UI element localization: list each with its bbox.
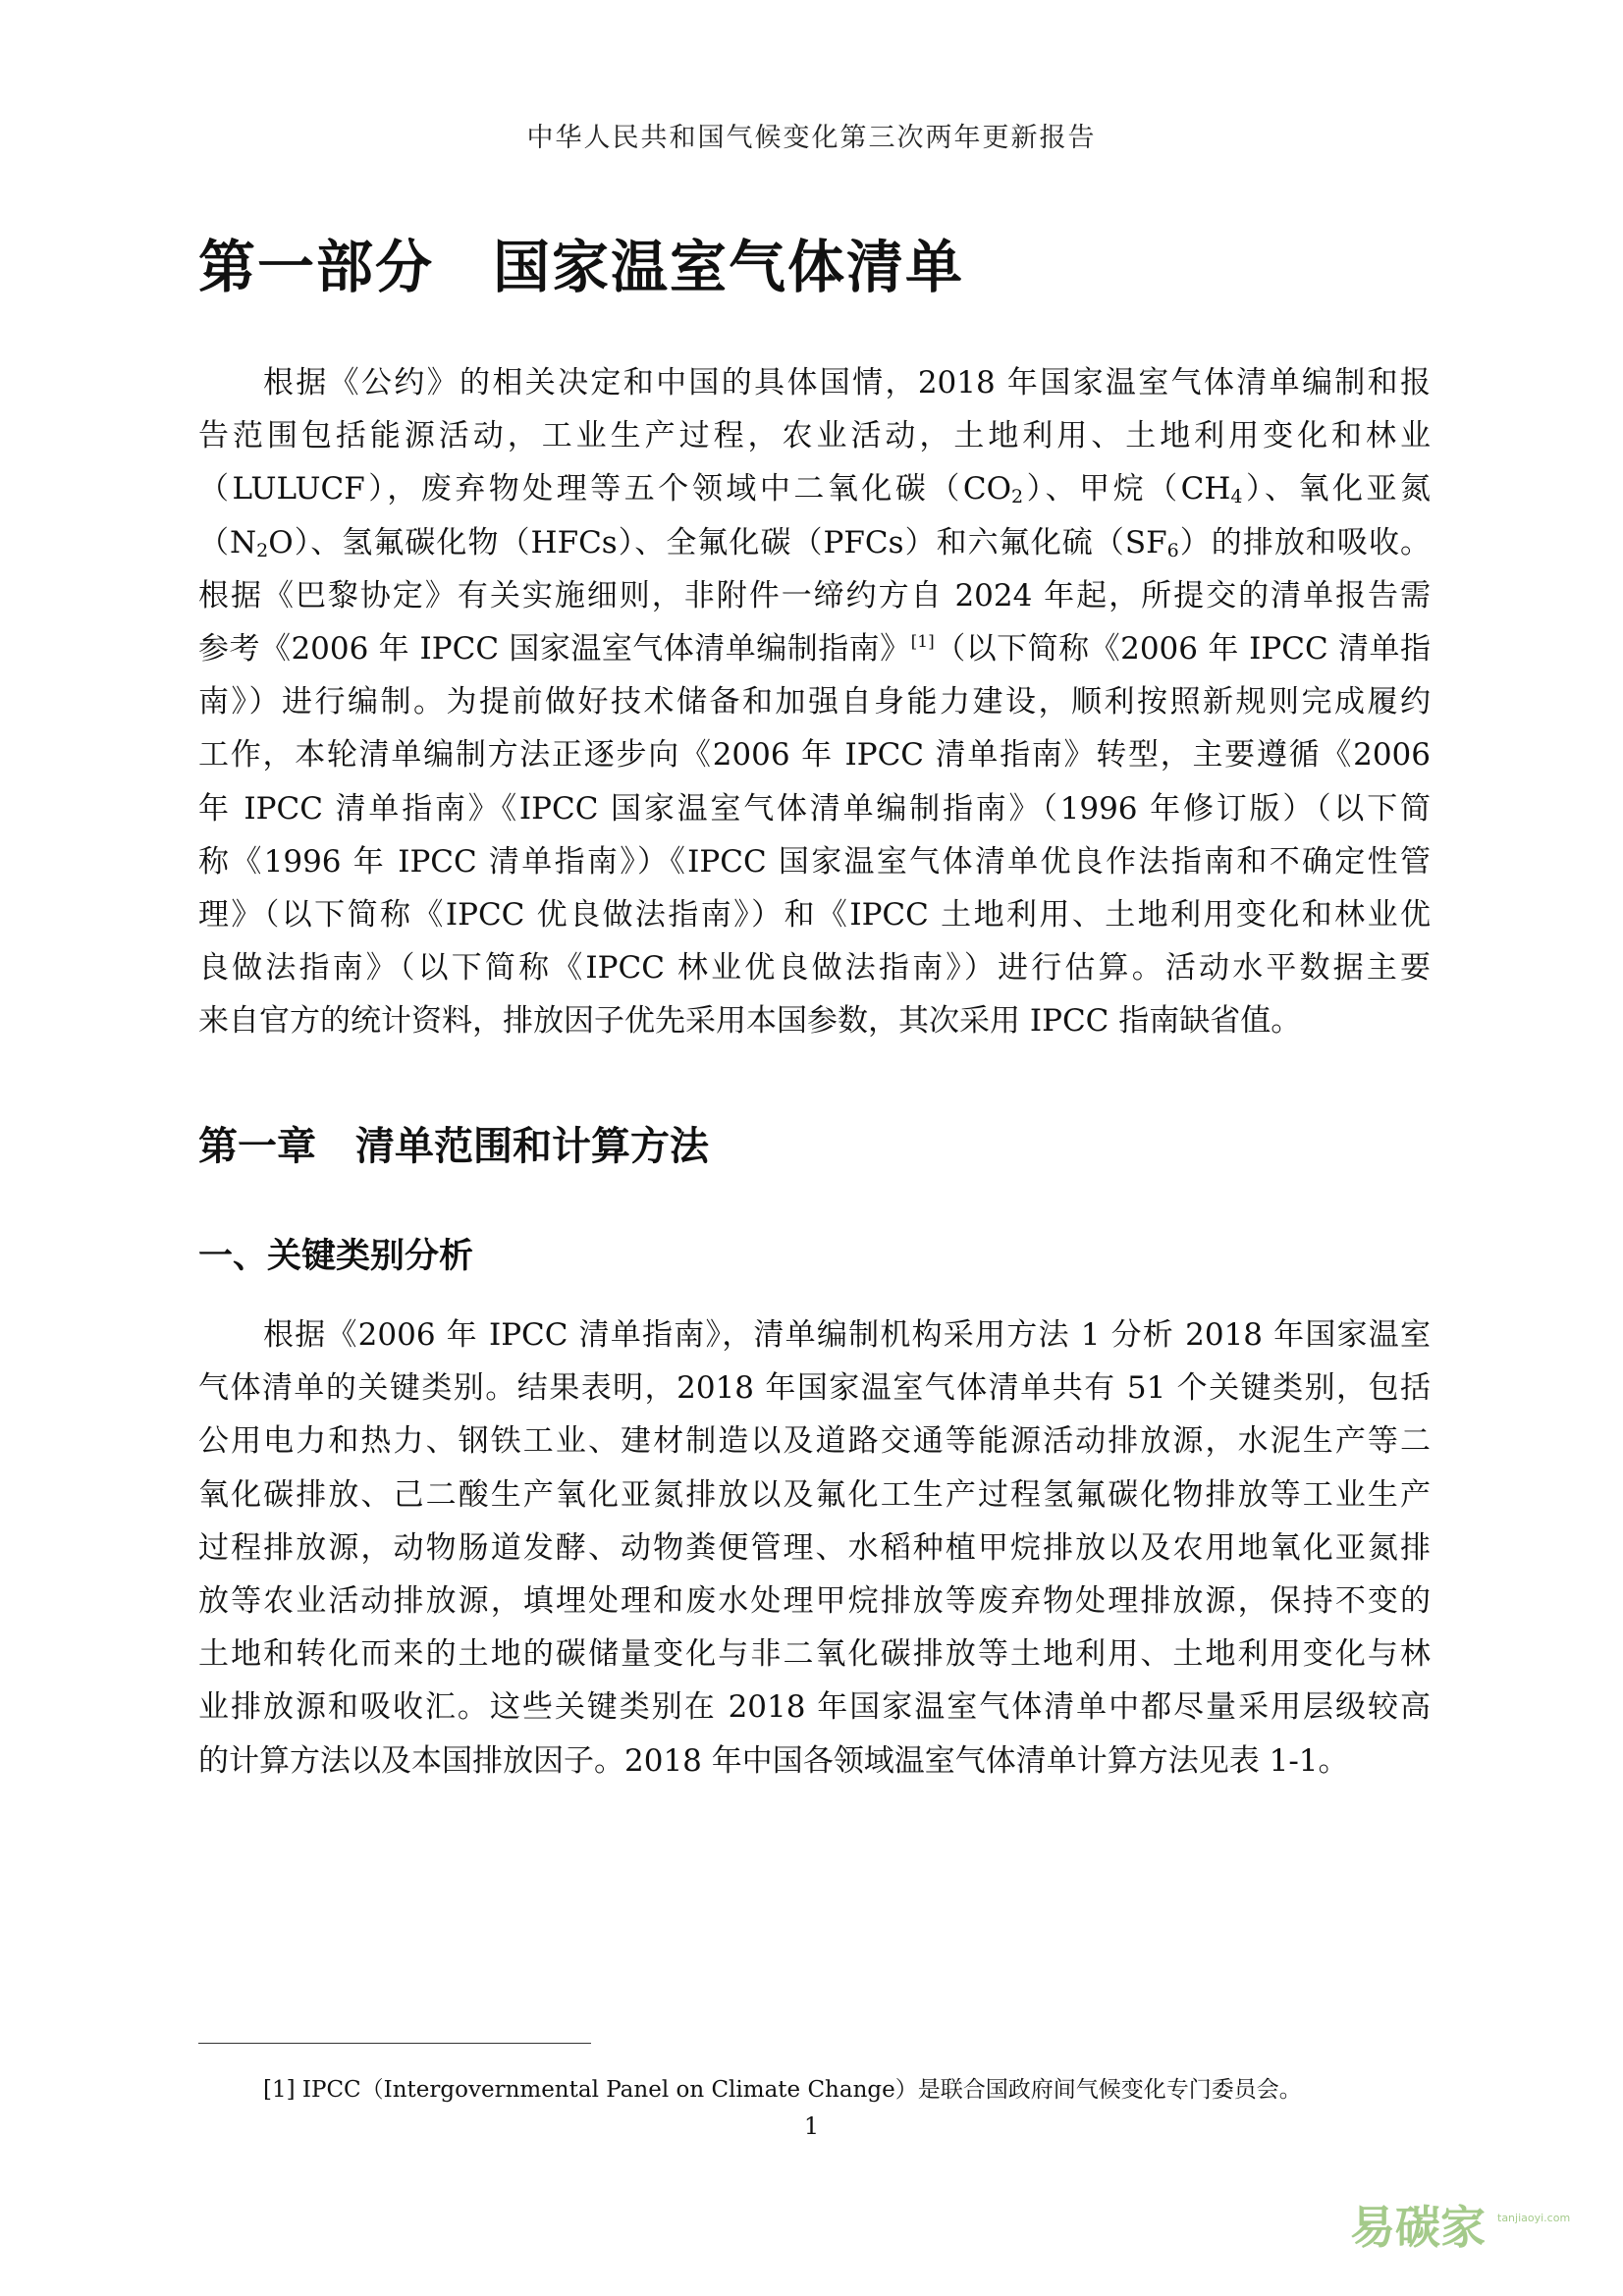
- watermark-logo: [1350, 2192, 1582, 2261]
- text-line: 来自官方的统计资料，排放因子优先采用本国参数，其次采用 IPCC 指南缺省值。: [198, 1003, 1302, 1040]
- page-number: 1: [803, 2112, 820, 2140]
- footnote: [1] IPCC（Intergovernmental Panel on Climate Change）是联合国政府间气候变化专门委员会。: [263, 2077, 1302, 2103]
- text-line: 告范围包括能源活动，工业生产过程，农业活动，土地利用、土地利用变化和林业: [198, 418, 1431, 454]
- chapter-title: 第一章 清单范围和计算方法: [198, 1124, 709, 1169]
- watermark-domain: tanjiaoyi.com: [1497, 2212, 1571, 2224]
- text-line: 年 IPCC 清单指南》《IPCC 国家温室气体清单编制指南》（1996 年修订版）（以下简: [198, 790, 1431, 827]
- text-line: 的计算方法以及本国排放因子。2018 年中国各领域温室气体清单计算方法见表 1-1。: [198, 1742, 1349, 1779]
- text-line: $(N_2O)$、氢氟碳化物（HFCs）、全氟化碳（PFCs）和六氟化硫$(SF_6)$的排放和吸收。: [198, 524, 1432, 561]
- text-line: 放等农业活动排放源，填埋处理和废水处理甲烷排放等废弃物处理排放源，保持不变的: [198, 1583, 1431, 1620]
- text-line: 南》）进行编制。为提前做好技术储备和加强自身能力建设，顺利按照新规则完成履约: [198, 684, 1431, 721]
- text-line: 良做法指南》（以下简称《IPCC 林业优良做法指南》）进行估算。活动水平数据主要: [198, 950, 1431, 987]
- text-line: 根据《巴黎协定》有关实施细则，非附件一缔约方自 2024 年起，所提交的清单报告需: [198, 577, 1431, 614]
- footnote-divider: [198, 2043, 591, 2044]
- text-line: 称《1996 年 IPCC 清单指南》）《IPCC 国家温室气体清单优良作法指南和不确定性管: [198, 843, 1431, 880]
- footnote-ref[interactable]: [1]: [910, 632, 935, 653]
- text-line: 理》（以下简称《IPCC 优良做法指南》）和《IPCC 土地利用、土地利用变化和林业优: [198, 897, 1431, 934]
- text-line: 根据《2006 年 IPCC 清单指南》，清单编制机构采用方法 1 分析 2018 年国家温室: [263, 1317, 1431, 1353]
- text-line: 氧化碳排放、己二酸生产氧化亚氮排放以及氟化工生产过程氢氟碳化物排放等工业生产: [198, 1476, 1431, 1513]
- text-line: 公用电力和热力、钢铁工业、建材制造以及道路交通等能源活动排放源，水泥生产等二: [198, 1423, 1431, 1460]
- text-line: 根据《公约》的相关决定和中国的具体国情，2018 年国家温室气体清单编制和报: [263, 365, 1431, 400]
- running-header: 中华人民共和国气候变化第三次两年更新报告: [526, 123, 1097, 153]
- text-line: 气体清单的关键类别。结果表明，2018 年国家温室气体清单共有 51 个关键类别，包括: [198, 1370, 1431, 1407]
- section-title: 一、关键类别分析: [198, 1237, 474, 1276]
- part-title: 第一部分 国家温室气体清单: [198, 234, 965, 300]
- text-line: 工作，本轮清单编制方法正逐步向《2006 年 IPCC 清单指南》转型，主要遵循《2006: [198, 737, 1431, 774]
- text-line: 土地和转化而来的土地的碳储量变化与非二氧化碳排放等土地利用、土地利用变化与林: [198, 1636, 1431, 1673]
- intro-paragraph: [198, 356, 1431, 1048]
- body-paragraph: [198, 1308, 1431, 1788]
- text-line: 参考《2006 年 IPCC 国家温室气体清单编制指南》[1]（以下简称《2006 年 IPCC 清单指: [198, 631, 1431, 667]
- watermark-brand: 易碳家: [1350, 2201, 1486, 2254]
- text-line: 过程排放源，动物肠道发酵、动物粪便管理、水稻种植甲烷排放以及农用地氧化亚氮排: [198, 1529, 1431, 1566]
- text-line: （LULUCF），废弃物处理等五个领域中二氧化碳$(CO_2)$、甲烷$(CH_4)$、氧化亚氮: [198, 471, 1431, 508]
- text-line: 业排放源和吸收汇。这些关键类别在 2018 年国家温室气体清单中都尽量采用层级较高: [198, 1689, 1431, 1726]
